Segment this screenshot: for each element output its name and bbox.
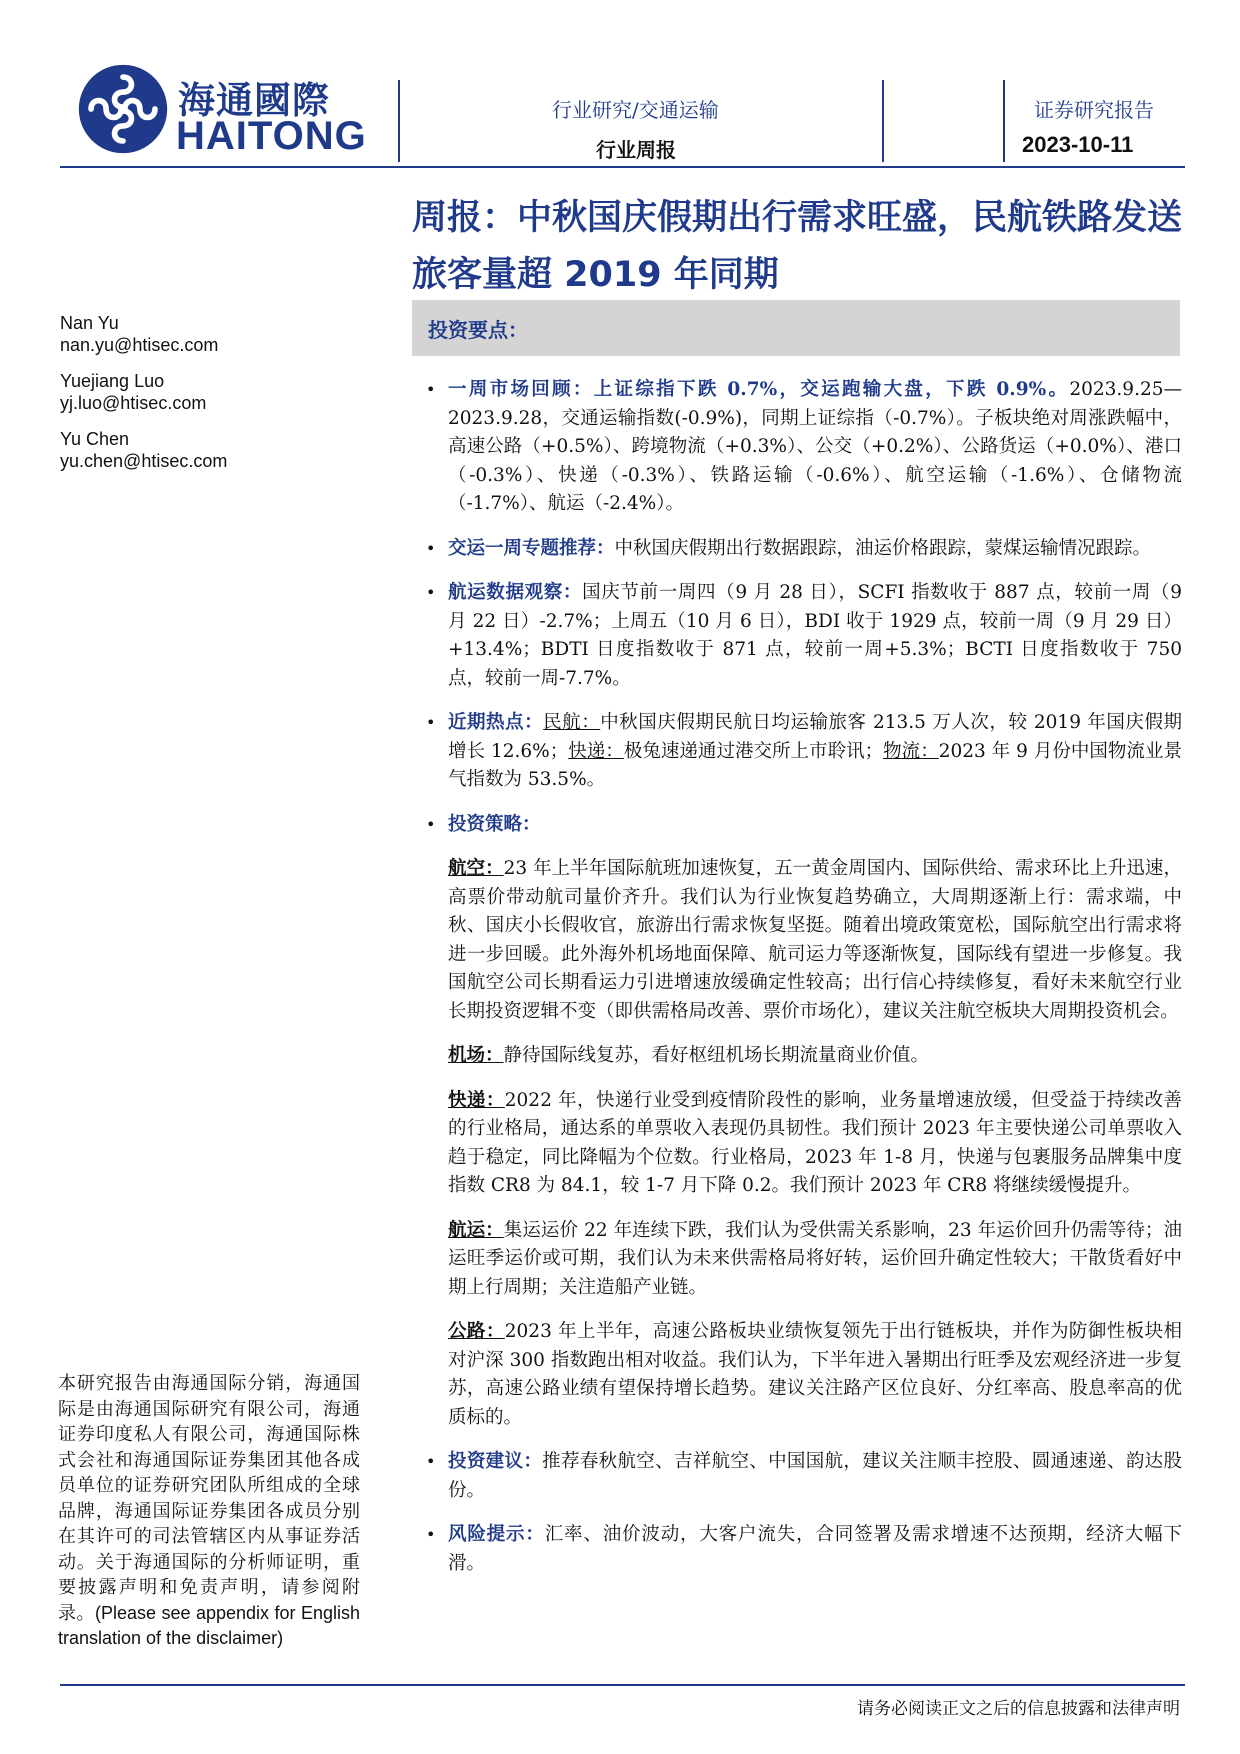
- bullet-lead: 一周市场回顾：上证综指下跌 0.7%，交运跑输大盘，下跌 0.9%。: [448, 379, 1070, 400]
- author-name: Yu Chen: [60, 429, 130, 449]
- author-email[interactable]: yu.chen@htisec.com: [60, 451, 228, 471]
- bullet-market-review: [412, 376, 1182, 519]
- author-email[interactable]: nan.yu@htisec.com: [60, 335, 219, 355]
- section-band: [412, 300, 1180, 356]
- bullet-lead: 航运数据观察：: [448, 582, 583, 603]
- strategy-text: 2022 年，快递行业受到疫情阶段性的影响，业务量增速放缓，但受益于持续改善的行业格局，通达系的单票收入表现仍具韧性。我们预计 2023 年主要快递公司单票收入趋于稳定，同比降幅为个位数。行业格局，2023 年 1-8 月，快递与包裹服务品牌集中度指数 CR8 为 84.1，较 1-7 月下降 0.2。我们预计 2023 年 CR8 将继续缓慢提升。: [448, 1089, 1182, 1196]
- strategy-express: [412, 1087, 1182, 1201]
- author: [60, 428, 227, 472]
- disclaimer-cn: 本研究报告由海通国际分销，海通国际是由海通国际研究有限公司，海通证券印度私人有限公司，海通国际株式会社和海通国际证券集团其他各成员单位的证券研究团队所组成的全球品牌，海通国际证券集团各成员分别在其许可的司法管辖区内从事证券活动。关于海通国际的分析师证明，重要披露声明和免责声明，请参阅附录。: [58, 1373, 360, 1624]
- strategy-text: 静待国际线复苏，看好枢纽机场长期流量商业价值。: [503, 1045, 930, 1066]
- bullet-dot-icon: •: [426, 583, 436, 602]
- header-divider-right: [1003, 80, 1005, 162]
- hotspot-text-express: 极兔速递通过港交所上市聆讯；: [623, 740, 884, 762]
- strategy-text: 23 年上半年国际航班加速恢复，五一黄金周国内、国际供给、需求环比上升迅速，高票价带动航司量价齐升。我们认为行业恢复趋势确立，大周期逐渐上行：需求端，中秋、国庆小长假收官，旅游出行需求恢复坚挺。随着出境政策宽松，国际航空出行需求将进一步回暖。此外海外机场地面保障、航司运力等逐渐恢复，国际线有望进一步修复。我国航空公司长期看运力引进增速放缓确定性较高；出行信心持续修复，看好未来航空行业长期投资逻辑不变（即供需格局改善、票价市场化），建议关注航空板块大周期投资机会。: [448, 858, 1182, 1022]
- strategy-label: 航空：: [448, 858, 504, 879]
- strategy-label: 公路：: [448, 1321, 505, 1342]
- disclaimer-en: (Please see appendix for English translation of the disclaimer): [58, 1602, 361, 1648]
- bullet-lead: 投资建议：: [448, 1451, 543, 1472]
- bullet-text: 2023.9.25—2023.9.28，交通运输指数(-0.9%)，同期上证综指（-0.7%）。子板块绝对周涨跌幅中，高速公路（+0.5%）、跨境物流（+0.3%）、公交（+0.2%）、公路货运（+0.0%）、港口（-0.3%）、快递（-0.3%）、铁路运输（-0.6%）、航空运输（-1.6%）、仓储物流（-1.7%）、航运（-2.4%）。: [448, 379, 1182, 514]
- strategy-label: 航运：: [448, 1219, 504, 1241]
- bullet-dot-icon: •: [426, 1525, 436, 1544]
- bullet-lead: 投资策略：: [448, 813, 541, 835]
- bullet-dot-icon: •: [426, 814, 436, 834]
- footer-notice: 请务必阅读正文之后的信息披露和法律声明: [857, 1699, 1180, 1719]
- bullet-dot-icon: •: [426, 713, 436, 732]
- header-divider-middle: [882, 80, 884, 162]
- bullet-text: 中秋国庆假期出行数据跟踪，油运价格跟踪，蒙煤运输情况跟踪。: [614, 537, 1152, 559]
- report-type: 行业周报: [596, 138, 676, 162]
- bullet-risk-warning: [412, 1521, 1182, 1578]
- bullet-lead: 近期热点：: [448, 712, 544, 733]
- author-email[interactable]: yj.luo@htisec.com: [60, 393, 207, 413]
- bullet-lead: 交运一周专题推荐：: [448, 537, 615, 559]
- strategy-text: 2023 年上半年，高速公路板块业绩恢复领先于出行链板块，并作为防御性板块相对沪深 300 指数跑出相对收益。我们认为，下半年进入暑期出行旺季及宏观经济进一步复苏，高速公路业绩有望保持增长趋势。建议关注路产区位良好、分红率高、股息率高的优质标的。: [448, 1321, 1182, 1428]
- disclaimer: [58, 1371, 360, 1652]
- report-date: 2023-10-11: [1022, 132, 1134, 157]
- bullet-investment-strategy: [412, 811, 1182, 840]
- author: [60, 312, 227, 356]
- author: [60, 370, 227, 414]
- strategy-airport: [412, 1042, 1182, 1071]
- author-name: Yuejiang Luo: [60, 371, 165, 391]
- bullet-text: 推荐春秋航空、吉祥航空、中国国航，建议关注顺丰控股、圆通速递、韵达股份。: [448, 1451, 1182, 1501]
- strategy-aviation: [412, 855, 1182, 1026]
- header-divider-left: [398, 80, 400, 162]
- bullet-dot-icon: •: [426, 538, 436, 558]
- bullet-dot-icon: •: [426, 380, 436, 399]
- bullet-text: 国庆节前一周四（9 月 28 日），SCFI 指数收于 887 点，较前一周（9 月 22 日）-2.7%；上周五（10 月 6 日），BDI 收于 1929 点，较前一周（9 月 29 日）+13.4%；BDTI 日度指数收于 871 点，较前一周+5.3%；BCTI 日度指数收于 750 点，较前一周-7.7%。: [448, 582, 1182, 689]
- strategy-label: 机场：: [448, 1045, 504, 1066]
- author-name: Nan Yu: [60, 313, 119, 333]
- header-rule: [60, 166, 1185, 168]
- footer-rule: [60, 1684, 1185, 1686]
- haitong-logo: [76, 62, 366, 157]
- hotspot-text-logistics: 2023 年 9 月份中国物流业景气指数为 53.5%。: [448, 740, 1182, 790]
- bullet-investment-advice: [412, 1448, 1182, 1505]
- report-title: 周报：中秋国庆假期出行需求旺盛，民航铁路发送旅客量超 2019 年同期: [412, 198, 1183, 295]
- bullet-lead: 风险提示：: [448, 1524, 545, 1545]
- strategy-text: 集运运价 22 年连续下跌，我们认为受供需关系影响，23 年运价回升仍需等待；油运旺季运价或可期，我们认为未来供需格局将好转，运价回升确定性较大；干散货看好中期上行周期；关注造船产业链。: [448, 1219, 1182, 1298]
- logo-english-name: HAITONG: [176, 114, 367, 158]
- logo-chinese-name: 海通國際: [178, 79, 330, 122]
- hotspot-text-aviation: 中秋国庆假期民航日均运输旅客 213.5 万人次，较 2019 年国庆假期增长 12.6%；: [448, 712, 1182, 762]
- haitong-logo-icon: [76, 62, 170, 156]
- hotspot-key-aviation: 民航：: [543, 712, 601, 733]
- section-label: 投资要点：: [428, 318, 528, 342]
- bullet-dot-icon: •: [426, 1452, 436, 1471]
- bullet-recent-hotspots: [412, 709, 1182, 795]
- bullet-text: 汇率、油价波动，大客户流失，合同签署及需求增速不达预期，经济大幅下滑。: [448, 1524, 1182, 1574]
- strategy-shipping: [412, 1217, 1182, 1303]
- report-category: 行业研究/交通运输: [552, 98, 719, 122]
- strategy-highway: [412, 1318, 1182, 1432]
- bullet-weekly-topic: [412, 535, 1182, 564]
- hotspot-key-logistics: 物流：: [883, 740, 939, 762]
- key-points: [412, 376, 1182, 1594]
- bullet-shipping-data: [412, 579, 1182, 693]
- doc-type: 证券研究报告: [1034, 98, 1154, 122]
- hotspot-key-express: 快递：: [568, 740, 624, 762]
- author-list: [60, 312, 227, 486]
- strategy-label: 快递：: [448, 1089, 505, 1111]
